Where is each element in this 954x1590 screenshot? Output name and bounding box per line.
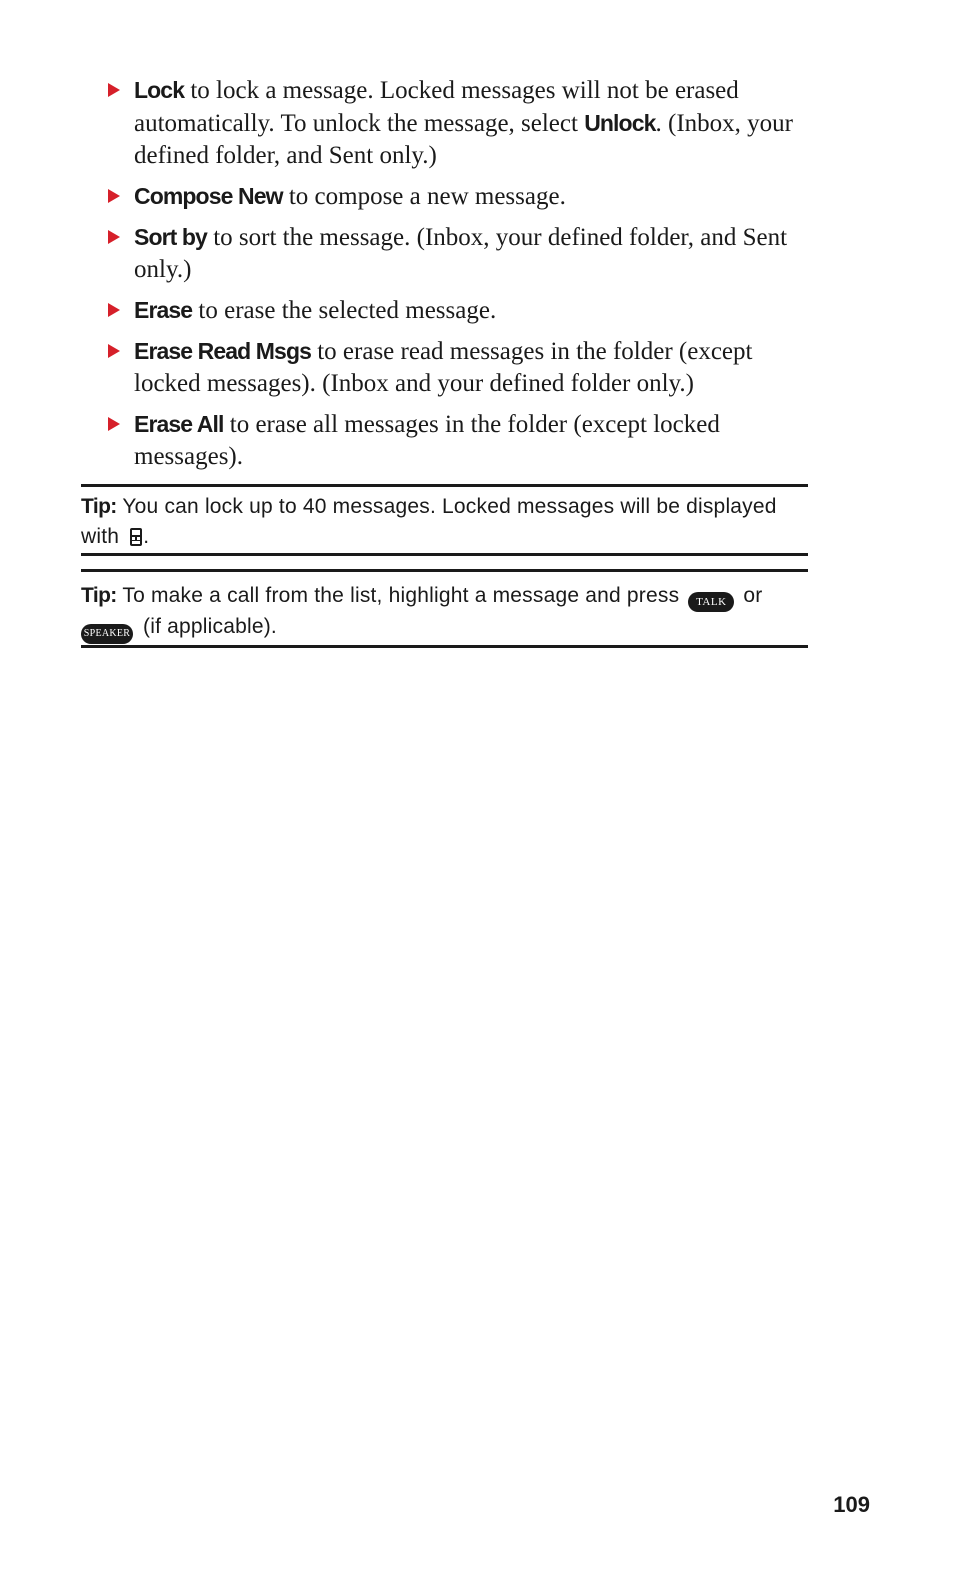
speaker-key-icon: SPEAKER: [81, 624, 133, 644]
option-list: [106, 74, 806, 481]
triangle-right-icon: [108, 303, 120, 317]
keyword: Erase Read Msgs: [134, 338, 311, 364]
tip-label: Tip:: [81, 584, 117, 607]
triangle-right-icon: [108, 230, 120, 244]
keyword: Compose New: [134, 183, 283, 209]
list-item: [106, 180, 806, 213]
triangle-right-icon: [108, 344, 120, 358]
page-number: 109: [833, 1492, 870, 1517]
tip-box: [81, 569, 808, 648]
description: to erase read messages in the folder (except locked messages). (Inbox and your defined folder only.): [134, 338, 753, 397]
description: to lock a message. Locked messages will not be erased automatically. To unlock the message, select: [134, 77, 739, 137]
description: to sort the message. (Inbox, your defined folder, and Sent only.): [134, 224, 788, 283]
triangle-right-icon: [108, 189, 120, 203]
keyword: Sort by: [134, 224, 207, 250]
keyword: Erase All: [134, 411, 224, 437]
description: to erase the selected message.: [192, 297, 497, 324]
lock-icon: [129, 526, 143, 546]
tip-text-end: (if applicable).: [137, 615, 277, 638]
tip-text: You can lock up to 40 messages. Locked messages will be displayed with: [81, 495, 777, 548]
list-item: [106, 74, 806, 172]
keyword: Lock: [134, 77, 185, 103]
talk-key-icon: TALK: [688, 592, 734, 612]
tip-text: To make a call from the list, highlight a message and press: [116, 584, 686, 607]
description: . (Inbox, your defined folder, and Sent only.): [134, 110, 793, 169]
tip-text-end: .: [143, 525, 150, 548]
list-item: [106, 335, 806, 400]
keyword: Erase: [134, 297, 193, 323]
list-item: [106, 408, 806, 473]
triangle-right-icon: [108, 417, 120, 431]
list-item: [106, 221, 806, 286]
tip-label: Tip:: [81, 495, 117, 518]
tip-box: [81, 484, 808, 556]
tip-text-mid: or: [737, 584, 763, 607]
triangle-right-icon: [108, 83, 120, 97]
keyword: Unlock: [584, 110, 656, 136]
list-item: [106, 294, 806, 327]
description: to compose a new message.: [282, 183, 566, 210]
description: to erase all messages in the folder (except locked messages).: [134, 411, 720, 470]
